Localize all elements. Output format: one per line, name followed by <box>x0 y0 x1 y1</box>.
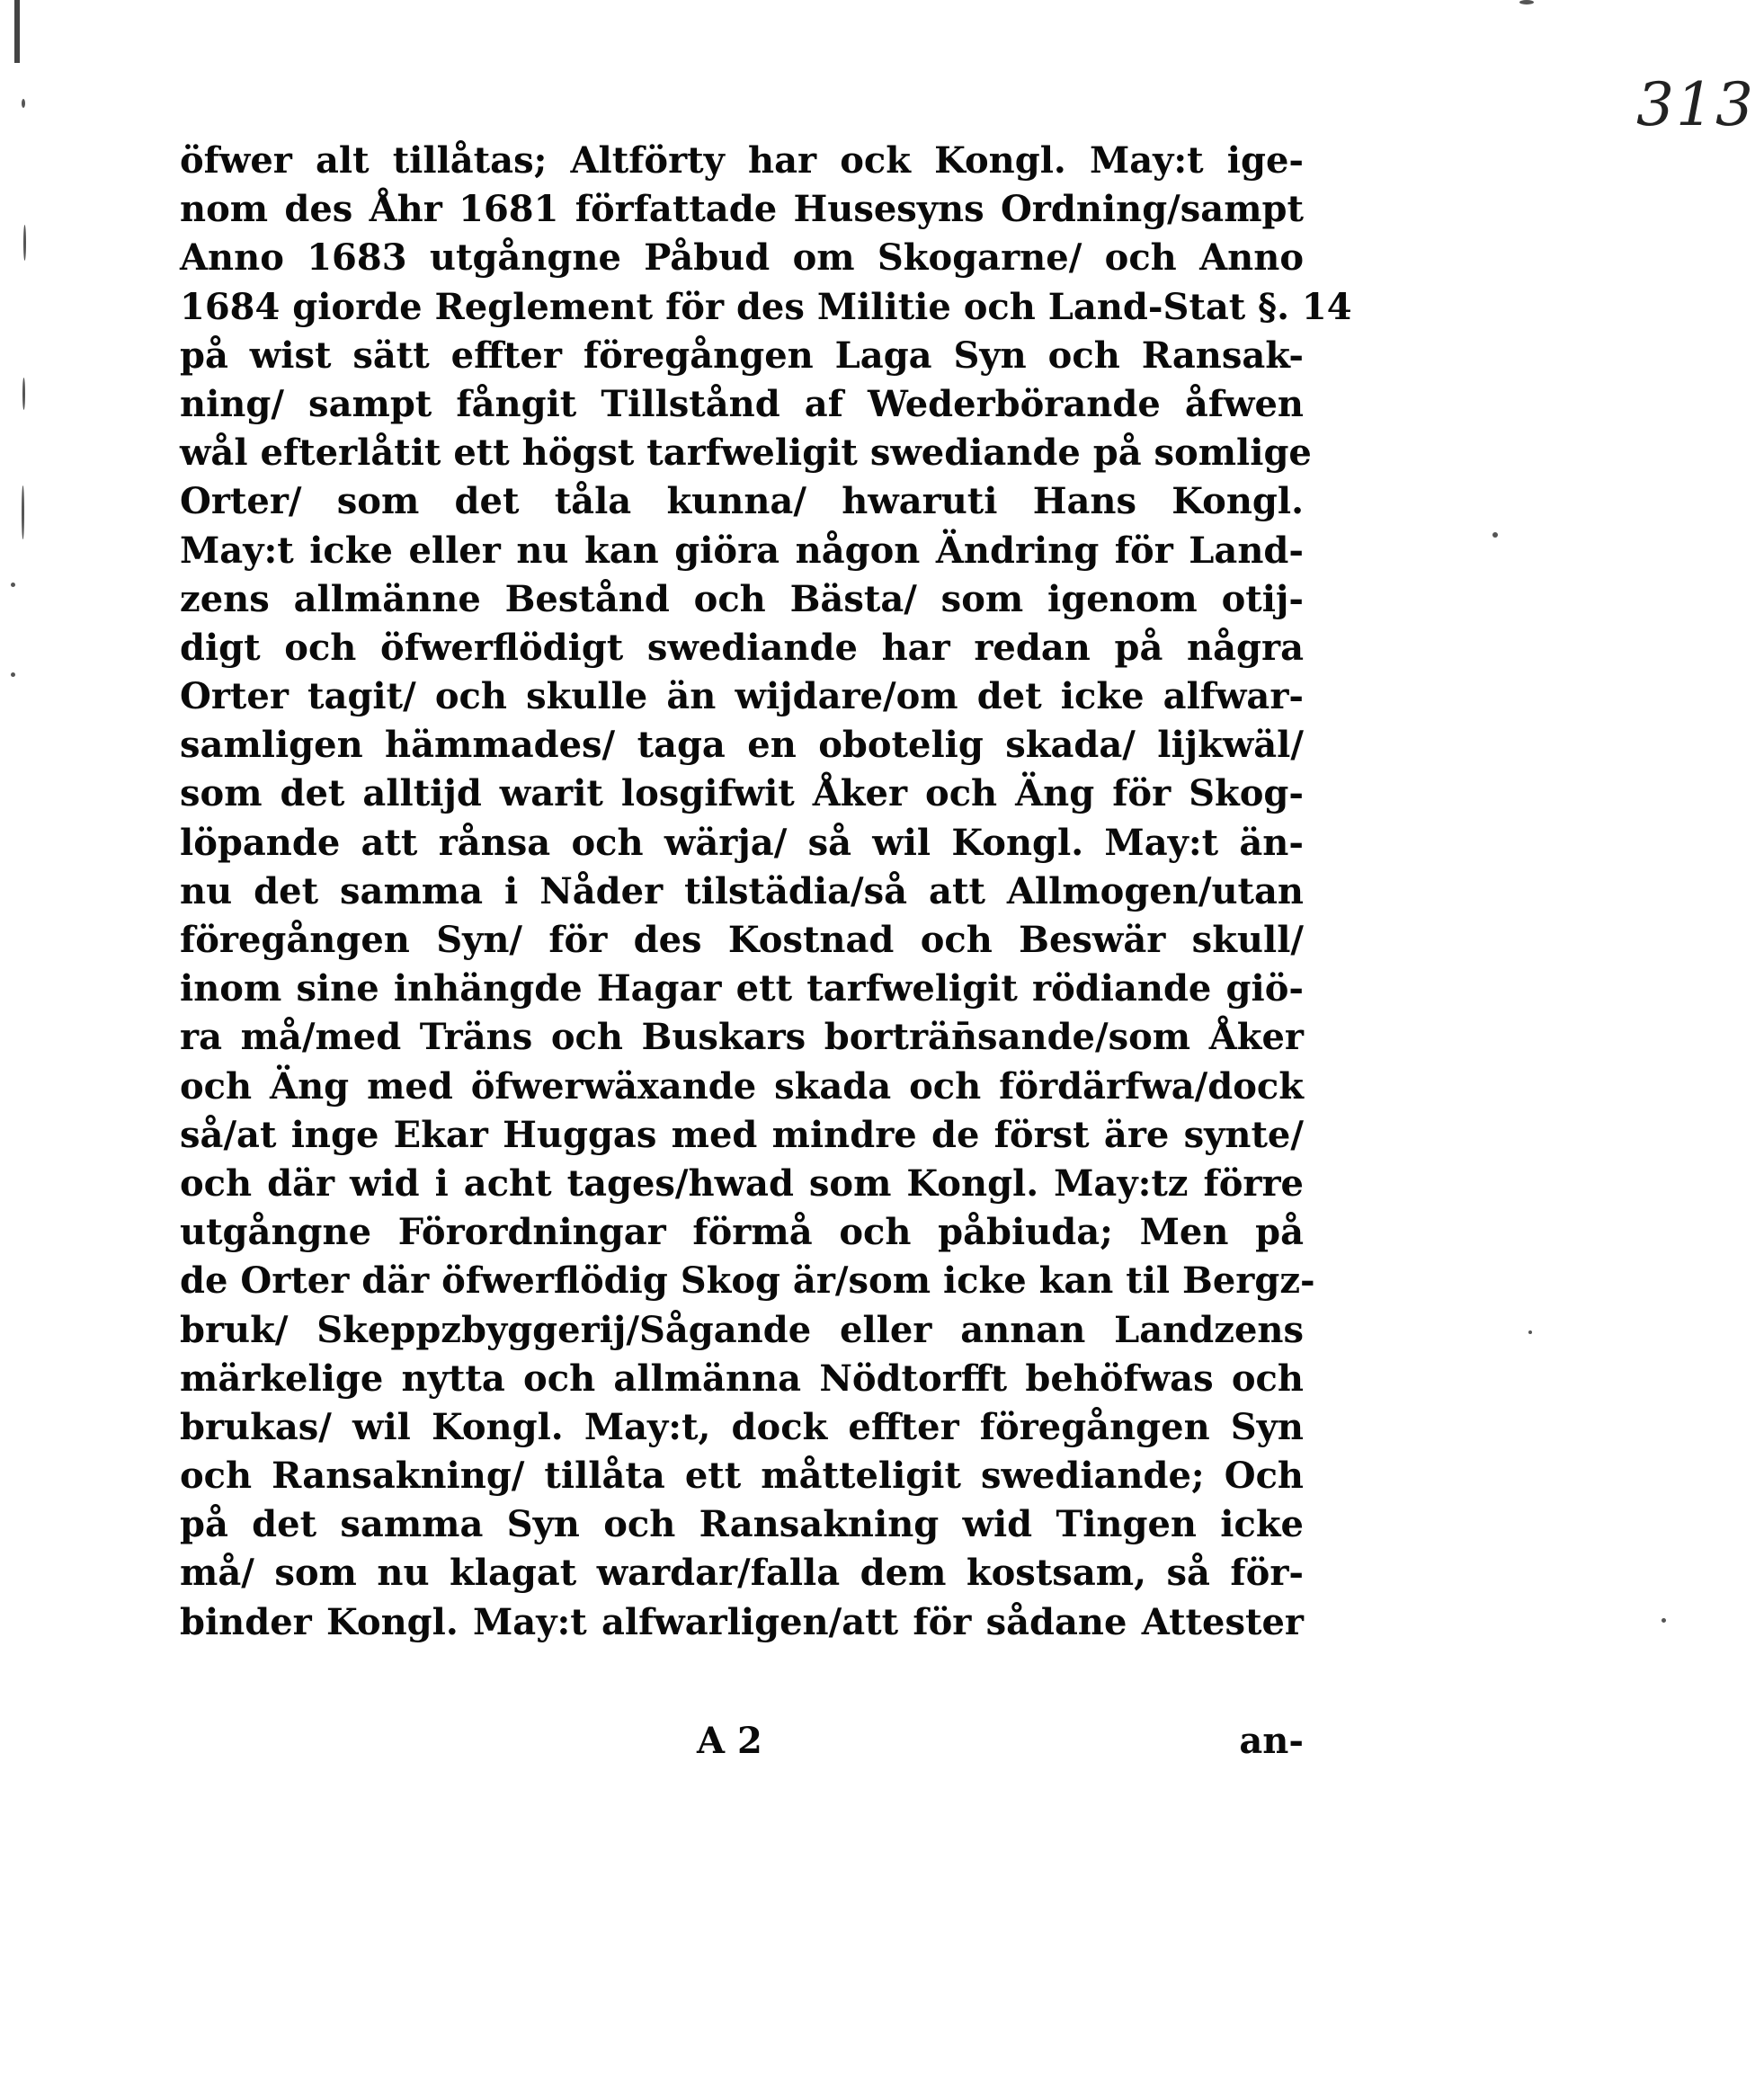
scan-edge-mark <box>14 0 20 63</box>
text-line: så/at inge Ekar Huggas med mindre de först äre synte/ <box>180 1113 1304 1156</box>
text-line: och Ransakning/ tillåta ett måtteligit swediande; Och <box>180 1455 1304 1498</box>
text-line: wål efterlåtit ett högst tarfweligit swediande på somlige <box>180 432 1312 475</box>
text-line: digt och öfwerflödigt swediande har redan på några <box>180 626 1304 669</box>
scan-speck <box>22 99 25 108</box>
text-line: märkelige nytta och allmänna Nödtorfft behöfwas och <box>180 1357 1304 1400</box>
text-line: Orter tagit/ och skulle än wijdare/om det icke alfwar- <box>180 675 1304 718</box>
text-line: de Orter där öfwerflödig Skog är/som icke kan til Bergz- <box>180 1259 1315 1303</box>
catchword: an- <box>1239 1720 1304 1762</box>
text-line: binder Kongl. May:t alfwarligen/att för sådane Attester <box>180 1600 1304 1643</box>
text-line: ra må/med Träns och Buskars borträn̄sande/som Åker <box>180 1016 1304 1059</box>
text-line: samligen hämmades/ taga en obotelig skada/ lijkwäl/ <box>180 724 1304 767</box>
signature-mark: A 2 <box>697 1720 762 1762</box>
text-line: föregången Syn/ för des Kostnad och Beswär skull/ <box>180 919 1304 961</box>
text-line: utgångne Förordningar förmå och påbiuda; Men på <box>180 1211 1304 1254</box>
text-line: nom des Åhr 1681 författade Husesyns Ordning/sampt <box>180 188 1304 231</box>
text-line: och Äng med öfwerwäxande skada och fördärfwa/dock <box>180 1064 1304 1108</box>
text-line: och där wid i acht tages/hwad som Kongl. May:tz förre <box>180 1161 1304 1205</box>
text-line: på det samma Syn och Ransakning wid Tingen icke <box>180 1503 1304 1546</box>
body-text <box>180 137 1352 1647</box>
text-line: bruk/ Skeppzbyggerij/Sågande eller annan Landzens <box>180 1308 1304 1351</box>
scan-speck <box>1528 1330 1532 1334</box>
text-line: som det alltijd warit losgifwit Åker och Äng för Skog- <box>180 772 1304 815</box>
text-line: ning/ sampt fångit Tillstånd af Wederbörande åfwen <box>180 382 1304 425</box>
scan-speck <box>11 583 15 587</box>
scan-speck <box>11 672 15 677</box>
text-line: zens allmänne Bestånd och Bästa/ som igenom otij- <box>180 577 1304 620</box>
text-line: inom sine inhängde Hagar ett tarfweligit rödiande giö- <box>180 967 1304 1010</box>
scan-speck <box>22 485 24 539</box>
text-line: nu det samma i Nåder tilstädia/så att Allmogen/utan <box>180 869 1304 912</box>
text-line: löpande att rånsa och wärja/ så wil Kongl. May:t än- <box>180 821 1304 864</box>
text-line: må/ som nu klagat wardar/falla dem kostsam, så för- <box>180 1552 1304 1595</box>
scan-speck <box>1661 1618 1666 1623</box>
page-number: 313 <box>1636 70 1755 139</box>
text-line: May:t icke eller nu kan giöra någon Ändring för Land- <box>180 529 1304 572</box>
scan-speck <box>23 225 26 261</box>
text-line: brukas/ wil Kongl. May:t, dock effter föregången Syn <box>180 1405 1304 1448</box>
text-line: på wist sätt effter föregången Laga Syn och Ransak- <box>180 334 1304 377</box>
text-line: 1684 giorde Reglement för des Militie och Land-Stat §. 14 <box>180 285 1352 328</box>
scan-speck <box>22 378 25 410</box>
scan-speck <box>1492 532 1498 538</box>
page-footer <box>180 1720 1304 1770</box>
text-line: öfwer alt tillåtas; Altförty har ock Kongl. May:t ige- <box>180 139 1304 182</box>
scan-speck <box>1519 0 1534 4</box>
text-line: Anno 1683 utgångne Påbud om Skogarne/ och Anno <box>180 236 1304 280</box>
text-line: Orter/ som det tåla kunna/ hwaruti Hans Kongl. <box>180 480 1304 523</box>
